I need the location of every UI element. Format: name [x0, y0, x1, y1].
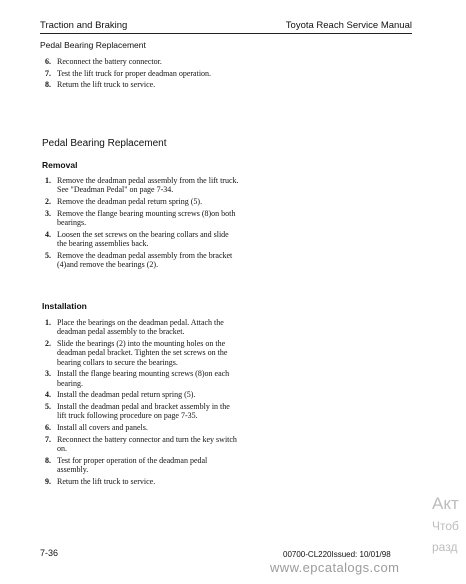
step-item: [40, 57, 240, 66]
step-item: [40, 251, 240, 270]
step-number: 9.: [45, 476, 51, 486]
step-text: Install all covers and panels.: [57, 423, 148, 432]
step-number: 8.: [45, 455, 51, 465]
removal-steps-list: [40, 176, 240, 272]
step-number: 1.: [45, 318, 51, 327]
step-text: Remove the deadman pedal return spring (5).: [57, 197, 203, 206]
step-text: Test for proper operation of the deadman pedal assembly.: [57, 455, 208, 474]
step-item: [40, 339, 240, 367]
step-text: Reconnect the battery connector and turn the key switch on.: [57, 434, 237, 453]
header-manual-title: Toyota Reach Service Manual: [285, 20, 412, 31]
step-item: [40, 477, 240, 486]
installation-heading: Installation: [42, 301, 87, 311]
step-text: Return the lift truck to service.: [57, 476, 156, 486]
step-text: Remove the flange bearing mounting screws (8)on both bearings.: [57, 208, 236, 227]
step-text: Install the deadman pedal and bracket assembly in the lift truck following procedure on page 7-35.: [57, 402, 230, 421]
step-text: Install the flange bearing mounting screws (8)on each bearing.: [57, 369, 230, 388]
step-item: [40, 423, 240, 432]
step-number: 6.: [45, 57, 51, 66]
step-number: 3.: [45, 369, 51, 379]
step-number: 3.: [45, 208, 51, 218]
step-item: [40, 369, 240, 388]
step-text: Loosen the set screws on the bearing collars and slide the bearing assemblies back.: [57, 229, 229, 248]
step-item: [40, 176, 240, 195]
footer-doc-number: 00700-CL220Issued: 10/01/98: [283, 550, 391, 559]
installation-steps-list: [40, 318, 240, 488]
step-number: 7.: [45, 434, 51, 444]
step-text: Slide the bearings (2) into the mounting holes on the deadman pedal bracket. Tighten the set screws on the bearing collars to secure the bearings.: [57, 339, 228, 367]
step-item: [40, 402, 240, 421]
top-steps-list: [40, 57, 240, 92]
step-number: 5.: [45, 402, 51, 411]
step-item: [40, 230, 240, 249]
step-text: Remove the deadman pedal assembly from the bracket (4)and remove the bearings (2).: [57, 250, 233, 269]
step-number: 5.: [45, 250, 51, 260]
watermark-url[interactable]: www.epcatalogs.com: [270, 560, 400, 575]
header-rule: [40, 33, 412, 34]
step-text: Test the lift truck for proper deadman operation.: [57, 68, 212, 78]
watermark-line-1: Акт: [432, 494, 459, 513]
step-item: [40, 209, 240, 228]
step-number: 7.: [45, 68, 51, 78]
step-number: 2.: [45, 197, 51, 206]
step-text: Place the bearings on the deadman pedal. Attach the deadman pedal assembly to the bracket.: [57, 318, 224, 337]
step-item: [40, 390, 240, 399]
step-item: [40, 80, 240, 89]
step-text: Remove the deadman pedal assembly from the lift truck. See "Deadman Pedal" on page 7-34.: [57, 176, 239, 195]
watermark-line-3: разд: [432, 540, 458, 554]
removal-heading: Removal: [42, 160, 78, 170]
step-number: 2.: [45, 339, 51, 348]
step-item: [40, 69, 240, 78]
step-number: 4.: [45, 229, 51, 239]
step-item: [40, 318, 240, 337]
section-title: Pedal Bearing Replacement: [42, 138, 167, 149]
step-item: [40, 456, 240, 475]
step-number: 6.: [45, 423, 51, 432]
footer-page-number: 7-36: [40, 548, 59, 558]
step-number: 1.: [45, 176, 51, 185]
step-number: 4.: [45, 390, 51, 400]
step-text: Reconnect the battery connector.: [57, 57, 162, 66]
step-text: Return the lift truck to service.: [57, 80, 156, 90]
step-item: [40, 197, 240, 206]
header-subtitle: Pedal Bearing Replacement: [40, 40, 146, 50]
step-number: 8.: [45, 80, 51, 90]
watermark-line-2: Чтоб: [432, 519, 459, 533]
step-text: Install the deadman pedal return spring (5).: [57, 390, 196, 400]
step-item: [40, 435, 240, 454]
header-chapter-title: Traction and Braking: [40, 20, 128, 31]
